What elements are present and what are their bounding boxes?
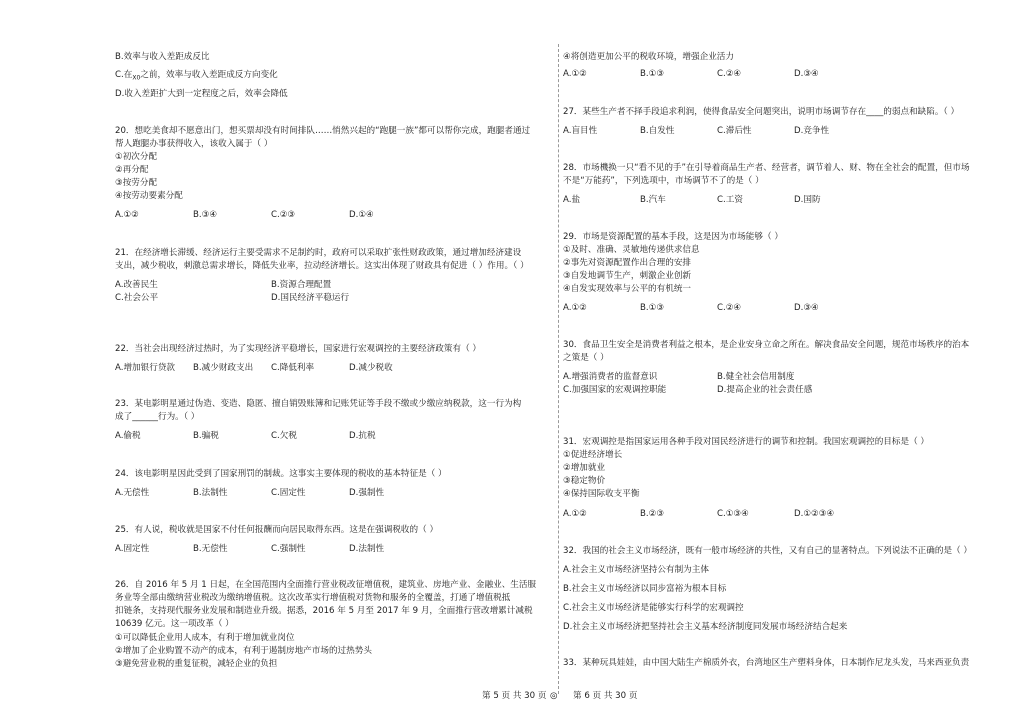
q28-option-d[interactable]: D.国防 [794, 195, 821, 205]
q19-option-c-sub: X0 [132, 74, 141, 82]
q25-option-d[interactable]: D.法制性 [349, 544, 385, 554]
q25-option-b[interactable]: B.无偿性 [193, 544, 228, 554]
q30-option-a[interactable]: A.增强消费者的监督意识 [563, 372, 658, 382]
q20-item-1: ①初次分配 [115, 152, 158, 162]
q30-stem-1: 30．食品卫生安全是消费者利益之根本，是企业安身立命之所在。解决食品安全问题，规范市场秩序的治本 [563, 340, 970, 350]
q27-option-d[interactable]: D.竞争性 [794, 126, 830, 136]
q27-option-c[interactable]: C.滞后性 [717, 126, 752, 136]
q22-option-c[interactable]: C.降低利率 [271, 363, 315, 373]
q21-option-b[interactable]: B.资源合理配置 [271, 280, 332, 290]
q26-stem-1: 26．自 2016 年 5 月 1 日起，在全国范围内全面推行营业税改征增值税，建筑业、房地产业、金融业、生活服 [115, 580, 537, 590]
q26-option-c[interactable]: C.②④ [717, 69, 742, 79]
q31-item-1: ①促进经济增长 [563, 450, 623, 460]
q27-option-a[interactable]: A.盲目性 [563, 126, 598, 136]
q23-option-c[interactable]: C.欠税 [271, 431, 297, 441]
q20-stem-2: 帮人跑腿办事获得收入，该收入属于（ ） [115, 139, 273, 149]
q31-item-3: ③稳定物价 [563, 476, 606, 486]
q19-option-d: D.收入差距扩大到一定程度之后，效率会降低 [115, 89, 288, 99]
q21-option-a[interactable]: A.改善民生 [115, 280, 158, 290]
q22-option-d[interactable]: D.减少税收 [349, 363, 393, 373]
right-column [563, 0, 993, 694]
q21-stem-1: 21．在经济增长滞缓、经济运行主要受需求不足制约时，政府可以采取扩张性财政政策，通过增加经济建设 [115, 248, 522, 258]
q20-item-2: ②再分配 [115, 165, 149, 175]
q20-option-b[interactable]: B.③④ [193, 210, 218, 220]
q21-stem-2: 支出，减少税收，刺激总需求增长，降低失业率，拉动经济增长。这实出体现了财政具有促进（ ）作用。（ ） [115, 261, 529, 271]
q19-option-c-pre: C.在 [115, 70, 133, 80]
q32-option-b[interactable]: B.社会主义市场经济以同步富裕为根本目标 [563, 584, 727, 594]
q27-option-b[interactable]: B.自发性 [640, 126, 675, 136]
q22-option-b[interactable]: B.减少财政支出 [193, 363, 254, 373]
q28-option-b[interactable]: B.汽车 [640, 195, 666, 205]
q29-option-a[interactable]: A.①② [563, 303, 587, 313]
q31-option-c[interactable]: C.①③④ [717, 509, 749, 519]
q29-option-b[interactable]: B.①③ [640, 303, 665, 313]
q30-option-b[interactable]: B.健全社会信用制度 [717, 372, 795, 382]
q30-option-c[interactable]: C.加强国家的宏观调控职能 [563, 385, 667, 395]
q25-stem-1: 25．有人说，税收就是国家不付任何报酬而向居民取得东西。这是在强调税收的（ ） [115, 525, 439, 535]
q23-option-a[interactable]: A.偷税 [115, 431, 141, 441]
q20-option-c[interactable]: C.②③ [271, 210, 296, 220]
column-divider [558, 44, 559, 694]
q29-option-c[interactable]: C.②④ [717, 303, 742, 313]
q32-option-c[interactable]: C.社会主义市场经济是能够实行科学的宏观调控 [563, 603, 744, 613]
q20-option-d[interactable]: D.①④ [349, 210, 374, 220]
q31-item-4: ④保持国际收支平衡 [563, 489, 640, 499]
q26-stem-4: 10639 亿元。这一项改革（ ） [115, 619, 234, 629]
q26-item-4: ④将创造更加公平的税收环境，增强企业活力 [563, 52, 734, 62]
q24-option-b[interactable]: B.法制性 [193, 488, 228, 498]
q20-stem-1: 20．想吃美食却不愿意出门，想买票却没有时间排队……悄然兴起的“跑腿一族”都可以帮你完成，跑腿者通过 [115, 126, 531, 136]
q20-item-3: ③按劳分配 [115, 178, 158, 188]
q30-option-d[interactable]: D.提高企业的社会责任感 [717, 385, 813, 395]
q24-option-a[interactable]: A.无偿性 [115, 488, 150, 498]
q27-stem-1: 27．某些生产者不择手段追求利润，使得食品安全问题突出，说明市场调节存在____的弱点和缺陷。（ ） [563, 107, 960, 117]
q19-option-c [115, 69, 278, 81]
q31-option-a[interactable]: A.①② [563, 509, 587, 519]
q26-item-3: ③避免营业税的重复征税，减轻企业的负担 [115, 659, 278, 669]
q22-stem-1: 22．当社会出现经济过热时，为了实现经济平稳增长，国家进行宏观调控的主要经济政策有（ ） [115, 344, 482, 354]
q23-option-d[interactable]: D.抗税 [349, 431, 376, 441]
q26-option-d[interactable]: D.③④ [794, 69, 819, 79]
q29-item-3: ③自发地调节生产，刺激企业创新 [563, 271, 692, 281]
q26-stem-2: 务业等全部由缴纳营业税改为缴纳增值税。这次改革实行增值税对货物和服务的全覆盖，打通了增值税抵 [115, 593, 511, 603]
q24-option-d[interactable]: D.强制性 [349, 488, 385, 498]
q19-option-b: B.效率与收入差距成反比 [115, 52, 210, 62]
q24-option-c[interactable]: C.固定性 [271, 488, 306, 498]
q21-option-c[interactable]: C.社会公平 [115, 293, 159, 303]
q26-option-a[interactable]: A.①② [563, 69, 587, 79]
q23-stem-1: 23．某电影明星通过伪造、变造、隐匿、擅自销毁账簿和记账凭证等手段不缴或少缴应纳税款，这一行为构 [115, 399, 522, 409]
q26-option-b[interactable]: B.①③ [640, 69, 665, 79]
q19-option-c-post: 之前，效率与收入差距成反方向变化 [140, 70, 278, 80]
q24-stem-1: 24．该电影明星因此受到了国家刑罚的制裁。这事实主要体现的税收的基本特征是（ ） [115, 469, 447, 479]
q20-option-a[interactable]: A.①② [115, 210, 139, 220]
q32-option-d[interactable]: D.社会主义市场经济把坚持社会主义基本经济制度同发展市场经济结合起来 [563, 622, 848, 632]
center-mark: ◎ [550, 691, 558, 701]
q25-option-c[interactable]: C.强制性 [271, 544, 306, 554]
q26-item-1: ①可以降低企业用人成本，有利于增加就业岗位 [115, 633, 295, 643]
q26-stem-3: 扣链条，支持现代服务业发展和制造业升级。据悉，2016 年 5 月至 2017 年 9 月，全面推行营改增累计减税 [115, 606, 533, 616]
q30-stem-2: 之策是（ ） [563, 353, 609, 363]
q28-option-a[interactable]: A.盐 [563, 195, 581, 205]
q28-stem-1: 28．市场機换一只“看不见的手”在引导着商品生产者、经营者，调节着人、财、物在全社会的配置，但市场 [563, 163, 970, 173]
q23-option-b[interactable]: B.骗税 [193, 431, 219, 441]
q31-stem-1: 31．宏观调控是指国家运用各种手段对国民经济进行的调节和控制。我国宏观调控的目标是（ ） [563, 437, 930, 447]
q31-option-b[interactable]: B.②③ [640, 509, 665, 519]
q29-option-d[interactable]: D.③④ [794, 303, 819, 313]
q29-item-1: ①及时、准确、灵敏地传递供求信息 [563, 245, 700, 255]
q20-item-4: ④按劳动要素分配 [115, 191, 183, 201]
q33-stem-1: 33．某种玩具娃娃，由中国大陆生产棉质外衣，台湾地区生产塑料身体，日本制作尼龙头发，马来西亚负责 [563, 658, 970, 668]
q22-option-a[interactable]: A.增加银行贷款 [115, 363, 176, 373]
q29-item-2: ②事先对资源配置作出合理的安排 [563, 258, 692, 268]
q26-item-2: ②增加了企业购置不动产的成本，有利于遏制房地产市场的过热势头 [115, 646, 372, 656]
q31-item-2: ②增加就业 [563, 463, 606, 473]
q23-stem-2: 成了______行为。（ ） [115, 412, 200, 422]
right-page-number: 第 6 页 共 30 页 [573, 691, 638, 701]
q32-stem-1: 32．我国的社会主义市场经济，既有一般市场经济的共性，又有自己的显著特点。下列说法不正确的是（ ） [563, 546, 972, 556]
left-column [115, 0, 555, 694]
q28-option-c[interactable]: C.工资 [717, 195, 743, 205]
q25-option-a[interactable]: A.固定性 [115, 544, 150, 554]
q32-option-a[interactable]: A.社会主义市场经济坚持公有制为主体 [563, 565, 709, 575]
q21-option-d[interactable]: D.国民经济平稳运行 [271, 293, 350, 303]
q31-option-d[interactable]: D.①②③④ [794, 509, 835, 519]
q29-stem-1: 29．市场是资源配置的基本手段，这是因为市场能够（ ） [563, 232, 783, 242]
q29-item-4: ④自发实现效率与公平的有机统一 [563, 284, 692, 294]
left-page-number: 第 5 页 共 30 页 [482, 691, 547, 701]
q28-stem-2: 不是“万能药”，下列选项中，市场调节不了的是（ ） [563, 176, 764, 186]
